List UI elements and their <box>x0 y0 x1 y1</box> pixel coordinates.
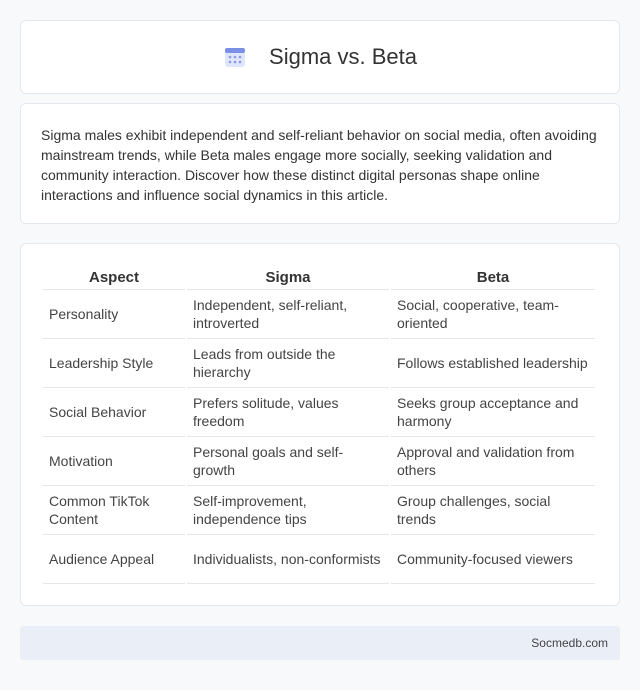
table-header-row <box>43 265 595 290</box>
beta-cell: Group challenges, social trends <box>391 486 595 535</box>
aspect-cell: Audience Appeal <box>43 535 185 584</box>
beta-cell: Follows established leadership <box>391 339 595 388</box>
beta-cell: Approval and validation from others <box>391 437 595 486</box>
table-row <box>43 486 595 535</box>
table-row <box>43 437 595 486</box>
intro-card <box>20 103 620 224</box>
sigma-cell: Leads from outside the hierarchy <box>187 339 389 388</box>
aspect-cell: Personality <box>43 290 185 339</box>
beta-cell: Seeks group acceptance and harmony <box>391 388 595 437</box>
header-beta: Beta <box>391 265 595 290</box>
sigma-cell: Self-improvement, independence tips <box>187 486 389 535</box>
sigma-cell: Individualists, non-conformists <box>187 535 389 584</box>
aspect-cell: Motivation <box>43 437 185 486</box>
table-row <box>43 535 595 584</box>
table-row <box>43 339 595 388</box>
aspect-cell: Social Behavior <box>43 388 185 437</box>
sigma-cell: Prefers solitude, values freedom <box>187 388 389 437</box>
sigma-cell: Personal goals and self-growth <box>187 437 389 486</box>
sigma-cell: Independent, self-reliant, introverted <box>187 290 389 339</box>
header-sigma: Sigma <box>187 265 389 290</box>
comparison-card <box>20 243 620 606</box>
intro-text: Sigma males exhibit independent and self-reliant behavior on social media, often avoiding mainstream trends, while Beta males engage more socially, seeking validation and community interaction. Discover how these distinct digital personas shape online interactions and influence social dynamics in this article. <box>41 127 597 203</box>
page-title: Sigma vs. Beta <box>269 44 417 69</box>
comparison-table <box>41 265 597 584</box>
aspect-cell: Leadership Style <box>43 339 185 388</box>
table-row <box>43 388 595 437</box>
header-aspect: Aspect <box>43 265 185 290</box>
beta-cell: Social, cooperative, team-oriented <box>391 290 595 339</box>
table-row <box>43 290 595 339</box>
footer-bar <box>20 626 620 660</box>
footer-site-name[interactable]: Socmedb.com <box>531 636 608 650</box>
beta-cell: Community-focused viewers <box>391 535 595 584</box>
aspect-cell: Common TikTok Content <box>43 486 185 535</box>
calendar-icon <box>223 45 247 69</box>
title-card <box>20 20 620 94</box>
